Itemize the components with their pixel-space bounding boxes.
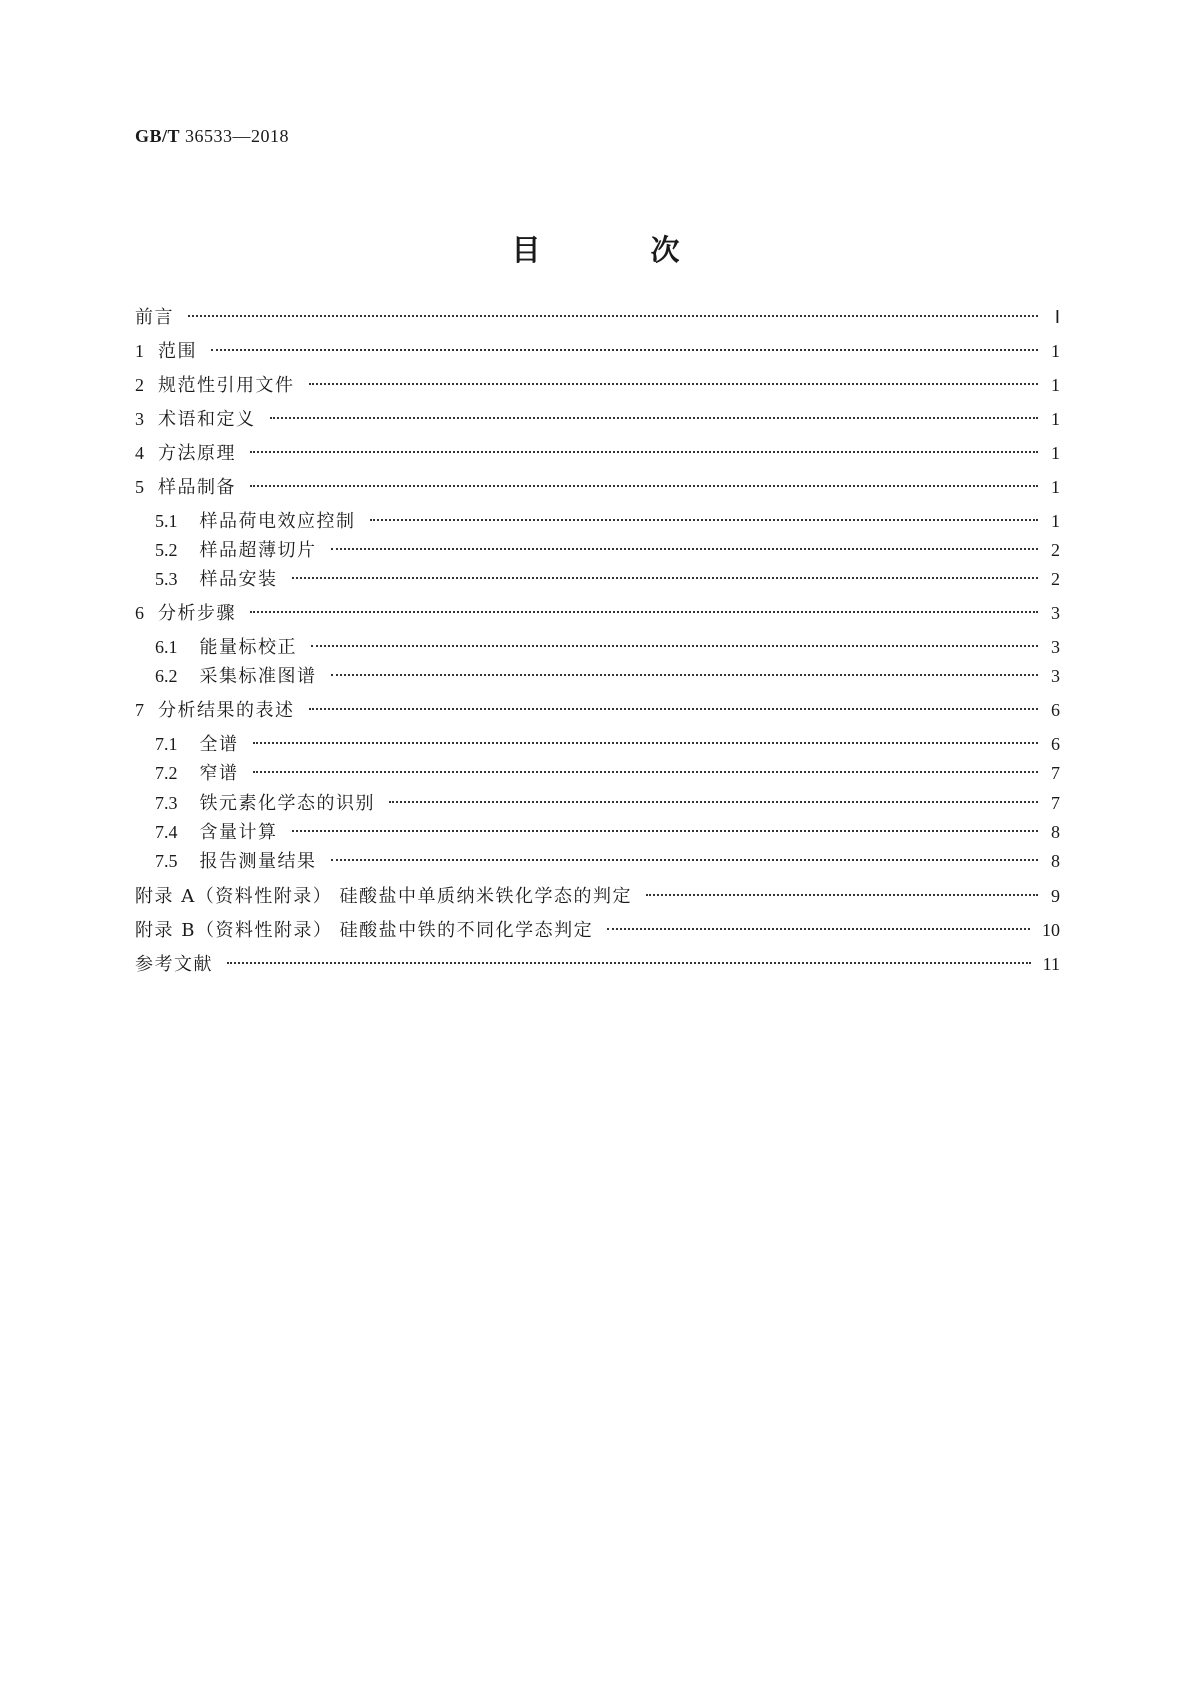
toc-entry[interactable] xyxy=(155,536,1060,564)
toc-entry-label: 前言 xyxy=(135,307,174,328)
toc-entry[interactable] xyxy=(135,303,1060,331)
dot-leader xyxy=(250,611,1038,613)
toc-entry-page: 7 xyxy=(1051,793,1060,813)
toc-entry-label: 附录 B（资料性附录） 硅酸盐中铁的不同化学态判定 xyxy=(135,920,594,941)
dot-leader xyxy=(250,485,1038,487)
toc-entry-number: 4 xyxy=(135,443,144,463)
dot-leader xyxy=(250,451,1038,453)
toc-entry-page: 1 xyxy=(1051,409,1060,429)
dot-leader xyxy=(331,674,1039,676)
toc-entry-number: 1 xyxy=(135,341,144,361)
dot-leader xyxy=(253,742,1039,744)
toc-entry[interactable] xyxy=(155,789,1060,817)
toc-entry-label: 含量计算 xyxy=(199,822,278,843)
standard-number: 36533—2018 xyxy=(185,126,290,146)
toc-entry-label: 铁元素化学态的识别 xyxy=(199,793,375,814)
toc-entry[interactable] xyxy=(155,818,1060,846)
toc-entry[interactable] xyxy=(155,565,1060,593)
toc-entry-label: 方法原理 xyxy=(158,443,236,464)
toc-entry-label: 样品超薄切片 xyxy=(199,540,317,561)
toc-entry-page: 3 xyxy=(1051,637,1060,657)
toc-entry-number: 7.5 xyxy=(155,851,178,871)
toc-entry[interactable] xyxy=(135,696,1060,724)
toc-entry-label: 样品荷电效应控制 xyxy=(199,511,356,532)
toc-entry-number: 7.3 xyxy=(155,793,178,813)
toc-entry-label: 规范性引用文件 xyxy=(158,375,295,396)
page-title: 目 次 xyxy=(511,233,730,267)
dot-leader xyxy=(311,645,1038,647)
toc-entry[interactable] xyxy=(155,759,1060,787)
dot-leader xyxy=(389,801,1038,803)
toc-entry[interactable] xyxy=(135,882,1060,910)
toc-entry[interactable] xyxy=(155,847,1060,875)
toc-entry-number: 6.2 xyxy=(155,666,178,686)
toc-entry-page: Ⅰ xyxy=(1054,307,1060,327)
toc-entry-label: 分析步骤 xyxy=(158,603,236,624)
toc-entry[interactable] xyxy=(135,473,1060,501)
toc-entry[interactable] xyxy=(155,507,1060,535)
toc-entry-label: 附录 A（资料性附录） 硅酸盐中单质纳米铁化学态的判定 xyxy=(135,886,632,907)
toc-entry-number: 5.2 xyxy=(155,540,178,560)
toc-entry[interactable] xyxy=(155,633,1060,661)
dot-leader xyxy=(331,859,1039,861)
dot-leader xyxy=(309,708,1039,710)
toc-entry-number: 2 xyxy=(135,375,144,395)
dot-leader xyxy=(309,383,1039,385)
dot-leader xyxy=(227,962,1031,964)
toc-entry[interactable] xyxy=(135,337,1060,365)
toc-entry-page: 1 xyxy=(1051,443,1060,463)
toc-entry-number: 7.1 xyxy=(155,734,178,754)
toc-entry-label: 样品制备 xyxy=(158,477,236,498)
toc-entry[interactable] xyxy=(135,371,1060,399)
toc-entry-label: 采集标准图谱 xyxy=(199,666,317,687)
toc-entry-page: 1 xyxy=(1051,477,1060,497)
toc-entry-page: 2 xyxy=(1051,569,1060,589)
toc-entry-page: 2 xyxy=(1051,540,1060,560)
toc-entry-label: 全谱 xyxy=(199,734,239,755)
dot-leader xyxy=(211,349,1038,351)
toc-entry-number: 5 xyxy=(135,477,144,497)
toc-entry-page: 8 xyxy=(1051,851,1060,871)
toc-entry-page: 8 xyxy=(1051,822,1060,842)
toc-entry[interactable] xyxy=(135,950,1060,978)
toc-entry-label: 范围 xyxy=(158,341,197,362)
dot-leader xyxy=(270,417,1039,419)
dot-leader xyxy=(253,771,1039,773)
dot-leader xyxy=(646,894,1038,896)
toc-entry-number: 5.1 xyxy=(155,511,178,531)
toc-entry-label: 能量标校正 xyxy=(199,637,297,658)
toc-entry-label: 分析结果的表述 xyxy=(158,700,295,721)
toc-entry[interactable] xyxy=(155,730,1060,758)
toc-entry-label: 窄谱 xyxy=(199,763,239,784)
toc-entry[interactable] xyxy=(135,916,1060,944)
toc-entry-page: 11 xyxy=(1042,954,1060,974)
toc-entry-page: 3 xyxy=(1051,603,1060,623)
toc-entry-number: 7 xyxy=(135,700,144,720)
toc-entry-number: 7.2 xyxy=(155,763,178,783)
dot-leader xyxy=(370,519,1039,521)
toc-entry[interactable] xyxy=(135,439,1060,467)
dot-leader xyxy=(607,928,1030,930)
toc-entry-label: 术语和定义 xyxy=(158,409,256,430)
toc-entry-number: 5.3 xyxy=(155,569,178,589)
standard-prefix: GB/T xyxy=(135,126,181,146)
toc-entry-page: 10 xyxy=(1042,920,1060,940)
toc-entry-number: 6.1 xyxy=(155,637,178,657)
toc-entry-number: 6 xyxy=(135,603,144,623)
toc-entry-page: 1 xyxy=(1051,341,1060,361)
toc-entry-number: 3 xyxy=(135,409,144,429)
toc-entry[interactable] xyxy=(135,405,1060,433)
toc-entry-number: 7.4 xyxy=(155,822,178,842)
toc-entry[interactable] xyxy=(135,599,1060,627)
dot-leader xyxy=(188,315,1038,317)
toc-entry-page: 1 xyxy=(1051,375,1060,395)
toc-entry-label: 样品安装 xyxy=(199,569,278,590)
toc-entry-page: 7 xyxy=(1051,763,1060,783)
toc-entry-label: 参考文献 xyxy=(135,954,213,975)
dot-leader xyxy=(331,548,1039,550)
toc-entry[interactable] xyxy=(155,662,1060,690)
toc-entry-page: 6 xyxy=(1051,734,1060,754)
toc-entry-page: 6 xyxy=(1051,700,1060,720)
document-code xyxy=(135,126,289,147)
dot-leader xyxy=(292,830,1039,832)
toc-entry-page: 3 xyxy=(1051,666,1060,686)
dot-leader xyxy=(292,577,1039,579)
toc-entry-page: 9 xyxy=(1051,886,1060,906)
toc-entry-page: 1 xyxy=(1051,511,1060,531)
toc-entry-label: 报告测量结果 xyxy=(199,851,317,872)
